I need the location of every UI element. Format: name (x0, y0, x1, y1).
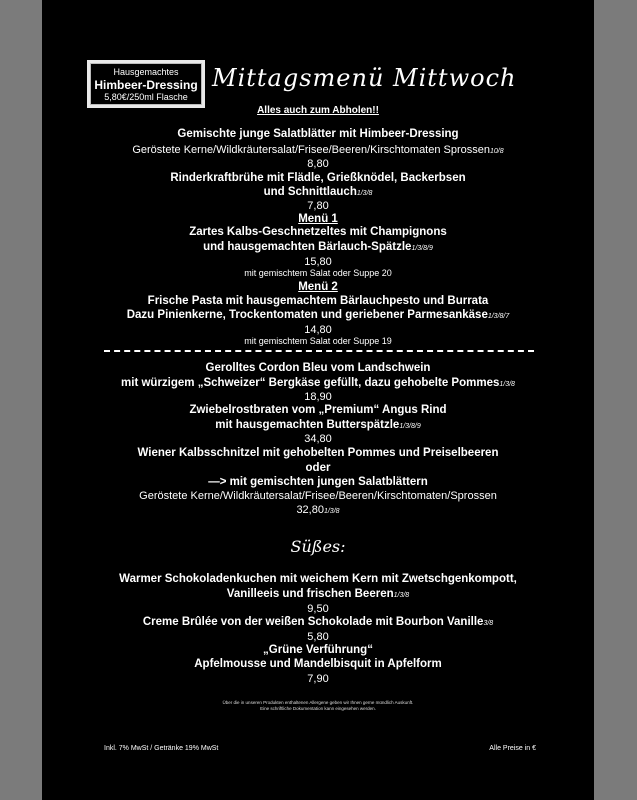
menu-price: 15,80 (304, 256, 332, 268)
menu-price: 14,80 (304, 324, 332, 336)
menu-line: mit würzigem „Schweizer“ Bergkäse gefüllt, dazu gehobelte Pommes1/3/8 (121, 377, 515, 389)
menu-line: und Schnittlauch1/3/8 (263, 186, 373, 198)
menu-line: Rinderkraftbrühe mit Flädle, Grießknödel, Backerbsen (170, 172, 466, 184)
sweets-heading: Süßes: (290, 537, 346, 556)
menu-price: 5,80 (307, 631, 329, 643)
badge-line-2: Himbeer-Dressing (94, 78, 198, 92)
menu-price: 9,50 (307, 603, 329, 615)
menu-title: Mittagsmenü Mittwoch (212, 64, 517, 92)
dashed-divider (104, 350, 534, 352)
menu-line: Creme Brûlée von der weißen Schokolade mit Bourbon Vanille3/8 (142, 616, 494, 628)
menu-note: mit gemischtem Salat oder Suppe 20 (244, 268, 392, 278)
menu-line: „Grüne Verführung“ (263, 644, 373, 656)
menu-price: 7,90 (307, 673, 329, 685)
menu-line: mit hausgemachten Butterspätzle1/3/8/9 (215, 419, 421, 431)
menu-price: 34,80 (304, 433, 332, 445)
menu-line: Geröstete Kerne/Wildkräutersalat/Frisee/Beeren/Kirschtomaten/Sprossen (139, 490, 497, 502)
menu-line: Wiener Kalbsschnitzel mit gehobelten Pommes und Preiselbeeren (137, 447, 499, 459)
allergen-note-line-2: Eine schriftliche Dokumentation kann eingesehen werden. (260, 706, 376, 711)
menu-line: Vanilleeis und frischen Beeren1/3/8 (226, 588, 410, 600)
tax-note: Inkl. 7% MwSt / Getränke 19% MwSt (104, 745, 219, 752)
menu-price: 32,801/3/8 (296, 504, 340, 516)
menu-line: Dazu Pinienkerne, Trockentomaten und geriebener Parmesankäse1/3/8/7 (126, 309, 510, 321)
menu-heading: Menü 1 (298, 213, 338, 225)
dressing-badge (87, 60, 205, 108)
menu-line: Frische Pasta mit hausgemachtem Bärlauchpesto und Burrata (147, 295, 489, 307)
badge-line-1: Hausgemachtes (113, 67, 179, 77)
menu-price: 18,90 (304, 391, 332, 403)
menu-line: Geröstete Kerne/Wildkräutersalat/Frisee/Beeren/Kirschtomaten Sprossen10/8 (132, 144, 504, 156)
menu-price: 8,80 (307, 158, 329, 170)
allergen-note-line-1: Über die in unseren Produkten enthaltenen Allergene geben wir Ihnen gerne mündlich Auskunft. (222, 700, 414, 705)
menu-price: 7,80 (307, 200, 329, 212)
menu-note: mit gemischtem Salat oder Suppe 19 (244, 336, 392, 346)
menu-line: Zwiebelrostbraten vom „Premium“ Angus Rind (189, 404, 447, 416)
menu-line: Gerolltes Cordon Bleu vom Landschwein (205, 362, 431, 374)
menu-line: oder (305, 462, 331, 474)
menu-page (42, 0, 594, 800)
menu-line: Apfelmousse und Mandelbisquit in Apfelform (194, 658, 442, 670)
currency-note: Alle Preise in € (489, 745, 536, 752)
menu-line: Zartes Kalbs-Geschnetzeltes mit Champignons (189, 226, 447, 238)
badge-line-3: 5,80€/250ml Flasche (104, 92, 188, 102)
menu-line: —> mit gemischten jungen Salatblättern (208, 476, 428, 488)
menu-subtitle: Alles auch zum Abholen!! (257, 105, 379, 116)
menu-line: und hausgemachten Bärlauch-Spätzle1/3/8/9 (203, 241, 433, 253)
menu-line: Gemischte junge Salatblätter mit Himbeer-Dressing (177, 128, 459, 140)
allergen-note (42, 700, 594, 712)
menu-heading: Menü 2 (298, 281, 338, 293)
menu-line: Warmer Schokoladenkuchen mit weichem Kern mit Zwetschgenkompott, (119, 573, 517, 585)
